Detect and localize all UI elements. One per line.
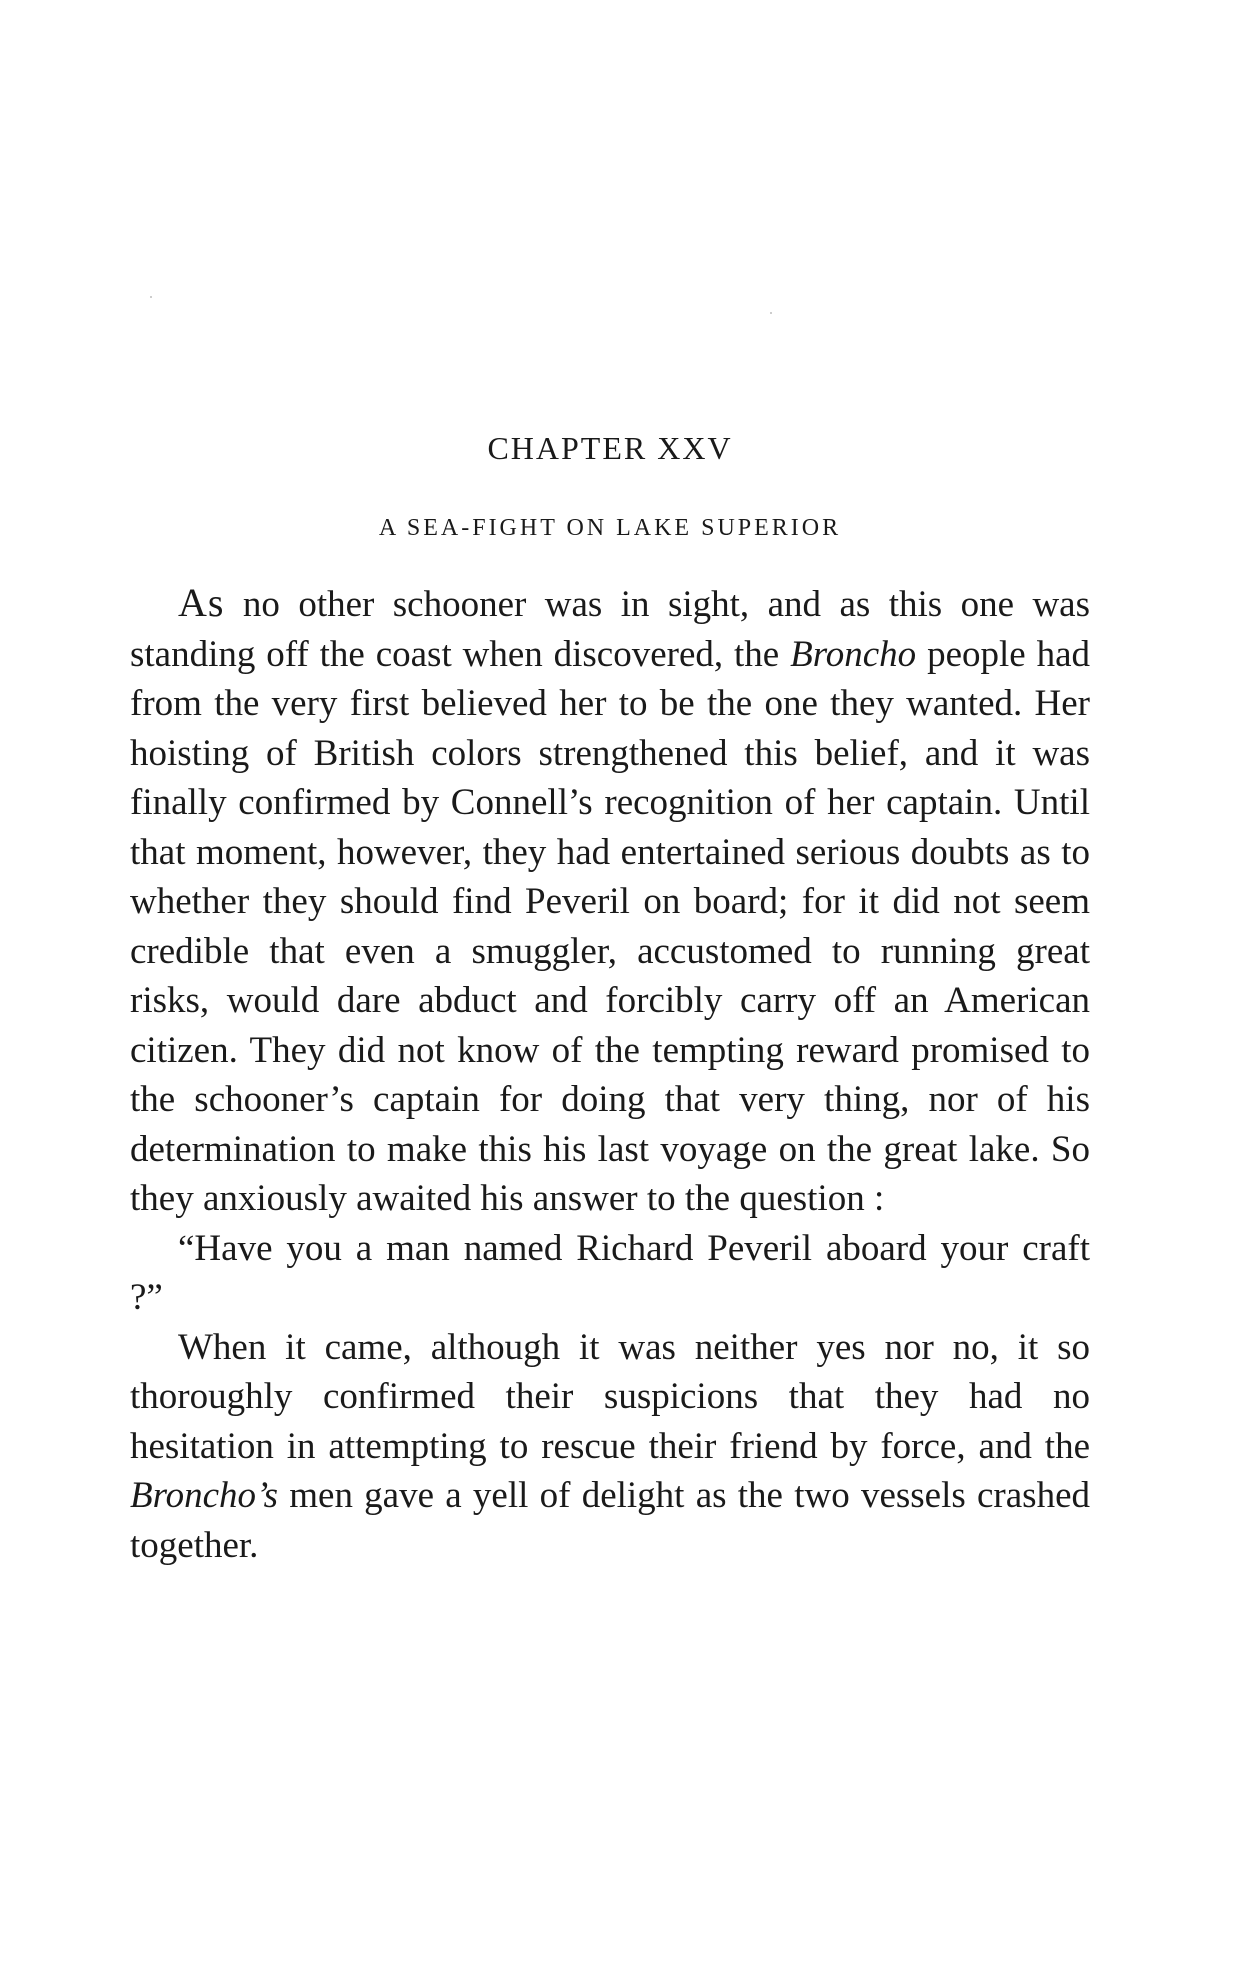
- ship-name-possessive-italic: Broncho’s: [130, 1475, 278, 1516]
- book-page: [130, 430, 1090, 1570]
- paragraph-2-question: “Have you a man named Richard Peveril aboard your craft ?”: [130, 1227, 1090, 1318]
- page-speck: [770, 312, 772, 314]
- page-speck: [150, 296, 152, 298]
- chapter-title: A SEA-FIGHT ON LAKE SUPERIOR: [378, 515, 842, 541]
- paragraph-3-text-b: men gave a yell of delight as the two vessels crashed together.: [130, 1475, 1090, 1566]
- chapter-number: CHAPTER XXV: [487, 430, 733, 466]
- opening-word: As: [178, 580, 225, 625]
- paragraph-1: [130, 578, 1090, 1224]
- paragraph-3-text-a: When it came, although it was neither yes nor no, it so thoroughly confirmed their suspicions that they had no hesitation in attempting to rescue their friend by force, and the: [130, 1326, 1090, 1467]
- paragraph-1-text-b: people had from the very first believed her to be the one they wanted. Her hoisting of British colors strengthened this belief, and it was finally confirmed by Connell’s recognition of her captain. Until that moment, however, they had entertained serious doubts as to whether they should find Peveril on board; for it did not seem credible that even a smuggler, accustomed to running great risks, would dare abduct and forcibly carry off an American citizen. They did not know of the tempting reward promised to the schooner’s captain for doing that very thing, nor of his determination to make this his last voyage on the great lake. So they anxiously awaited his answer to the question :: [130, 633, 1090, 1219]
- paragraph-3: [130, 1323, 1090, 1571]
- ship-name-italic: Broncho: [790, 633, 917, 675]
- paragraph-1-text-a: no other schooner was in sight, and as this one was standing off the coast when discovered, the: [130, 584, 1090, 675]
